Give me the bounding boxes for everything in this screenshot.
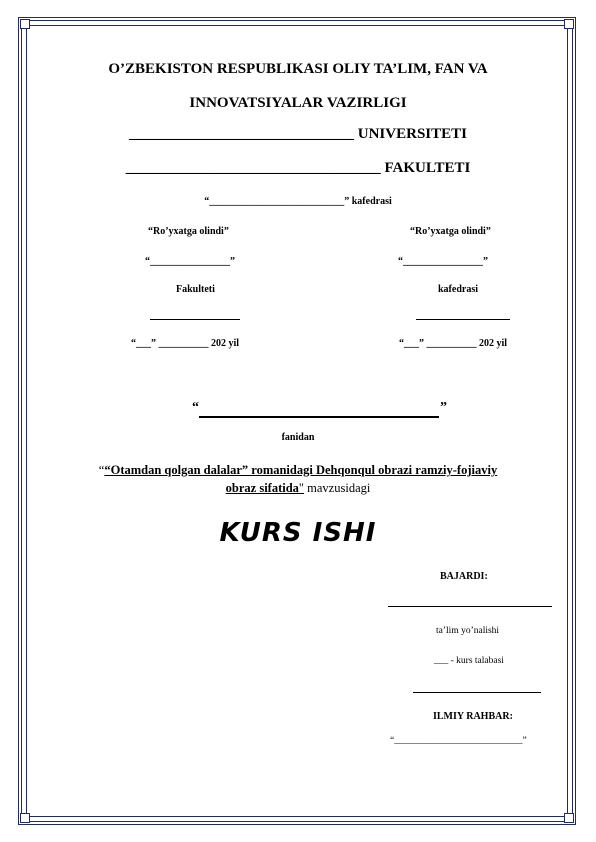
right-number: “________________” [398,256,488,267]
ministry-line-2: INNOVATSIYALAR VAZIRLIGI [189,95,407,111]
group-line [413,692,541,693]
subject-close-quote: ” [440,400,447,415]
topic-title-part-1: “Otamdan qolgan dalalar” romanidagi Dehqonqul obrazi ramziy-fojiaviy [104,463,498,477]
topic-closing-quote: " [298,481,305,495]
advisor-label: ILMIY RAHBAR: [433,711,513,722]
document-type-title: KURS ISHI [219,518,377,548]
left-registered: “Ro’yxatga olindi” [148,226,229,237]
department-line: “___________________________” kafedrasi [204,196,392,207]
student-name-line [388,606,552,607]
subject-name-line [199,416,439,418]
subject-open-quote: “ [192,400,199,415]
ministry-line-1: O’ZBEKISTON RESPUBLIKASI OLIY TA’LIM, FAN VA [108,61,488,77]
border-corner-bottom-right [564,813,574,823]
advisor-name-line: “___________________________” [390,736,527,746]
course-student: ___ - kurs talabasi [434,656,504,666]
left-number: “________________” [145,256,235,267]
university-line: ______________________________ UNIVERSITETI [129,126,467,142]
right-registered: “Ro’yxatga olindi” [410,226,491,237]
topic-line-2 [0,479,596,497]
faculty-line: __________________________________ FAKULTETI [125,160,471,176]
right-unit: kafedrasi [438,284,478,295]
left-signature-line [150,319,240,320]
border-corner-top-left [20,19,30,29]
border-corner-top-right [564,19,574,29]
subject-label: fanidan [281,432,315,443]
page-border-inner [26,25,568,817]
topic-suffix: mavzusidagi [304,481,371,495]
right-date: “___” __________ 202 yil [399,338,508,349]
done-by-label: BAJARDI: [440,571,488,582]
border-corner-bottom-left [20,813,30,823]
right-signature-line [416,319,510,320]
left-unit: Fakulteti [176,284,215,295]
topic-title-part-2: obraz sifatida [225,481,299,495]
topic-prefix: “ [98,463,105,477]
topic-line-1 [0,461,596,479]
study-direction: ta’lim yo’nalishi [436,626,500,636]
left-date: “___” __________ 202 yil [131,338,240,349]
